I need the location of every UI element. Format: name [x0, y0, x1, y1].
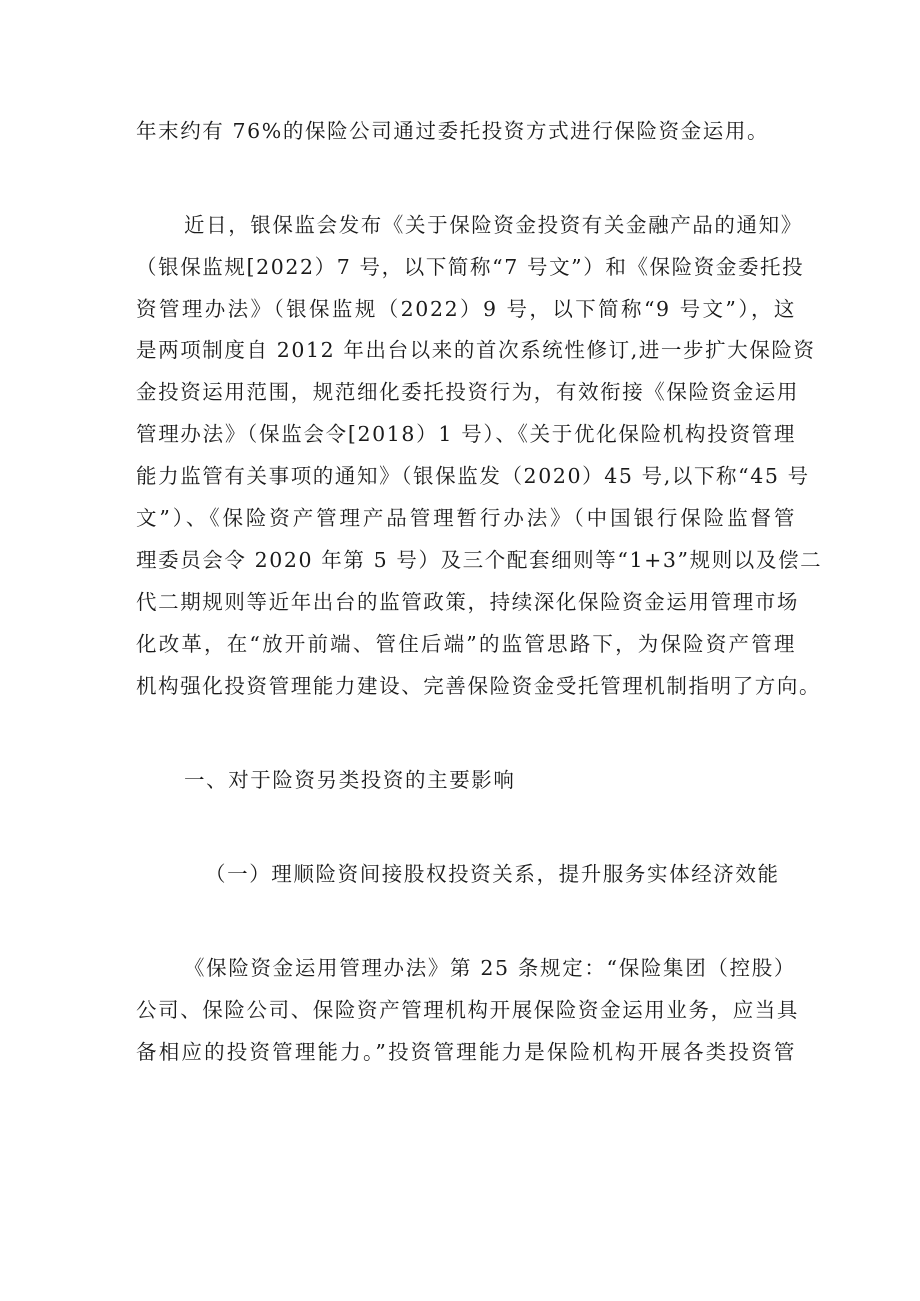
paragraph-line: 备相应的投资管理能力。”投资管理能力是保险机构开展各类投资管	[136, 1040, 796, 1064]
paragraph-line: 金投资运用范围，规范细化委托投资行为，有效衔接《保险资金运用	[136, 380, 799, 404]
paragraph-line: 理委员会令 2020 年第 5 号）及三个配套细则等“1+3”规则以及偿二	[136, 548, 823, 572]
paragraph-line: 《保险资金运用管理办法》第 25 条规定：“保险集团（控股）	[184, 956, 796, 980]
paragraph-line: 能力监管有关事项的通知》（银保监发（2020）45 号,以下称“45 号	[136, 464, 810, 488]
paragraph-line: 资管理办法》（银保监规（2022）9 号，以下简称“9 号文”），这	[136, 297, 796, 321]
paragraph-line: 化改革，在“放开前端、管住后端”的监管思路下，为保险资产管理	[136, 632, 796, 656]
paragraph-line: 是两项制度自 2012 年出台以来的首次系统性修订,进一步扩大保险资	[136, 338, 816, 362]
paragraph-line: 机构强化投资管理能力建设、完善保险资金受托管理机制指明了方向。	[136, 674, 822, 698]
paragraph-line: 代二期规则等近年出台的监管政策，持续深化保险资金运用管理市场	[136, 590, 799, 614]
intro-tail-line: 年末约有 76%的保险公司通过委托投资方式进行保险资金运用。	[136, 119, 770, 143]
paragraph-line: （银保监规[2022）7 号，以下简称“7 号文”）和《保险资金委托投	[136, 255, 805, 279]
paragraph-line: 管理办法》（保监会令[2018）1 号）、《关于优化保险机构投资管理	[136, 422, 796, 446]
subsection-heading: （一）理顺险资间接股权投资关系，提升服务实体经济效能	[205, 862, 780, 886]
section-heading: 一、对于险资另类投资的主要影响	[184, 768, 516, 792]
paragraph-line: 公司、保险公司、保险资产管理机构开展保险资金运用业务，应当具	[136, 998, 799, 1022]
paragraph-line: 文”）、《保险资产管理产品管理暂行办法》（中国银行保险监督管	[136, 506, 796, 530]
paragraph-line: 近日，银保监会发布《关于保险资金投资有关金融产品的通知》	[184, 213, 803, 237]
